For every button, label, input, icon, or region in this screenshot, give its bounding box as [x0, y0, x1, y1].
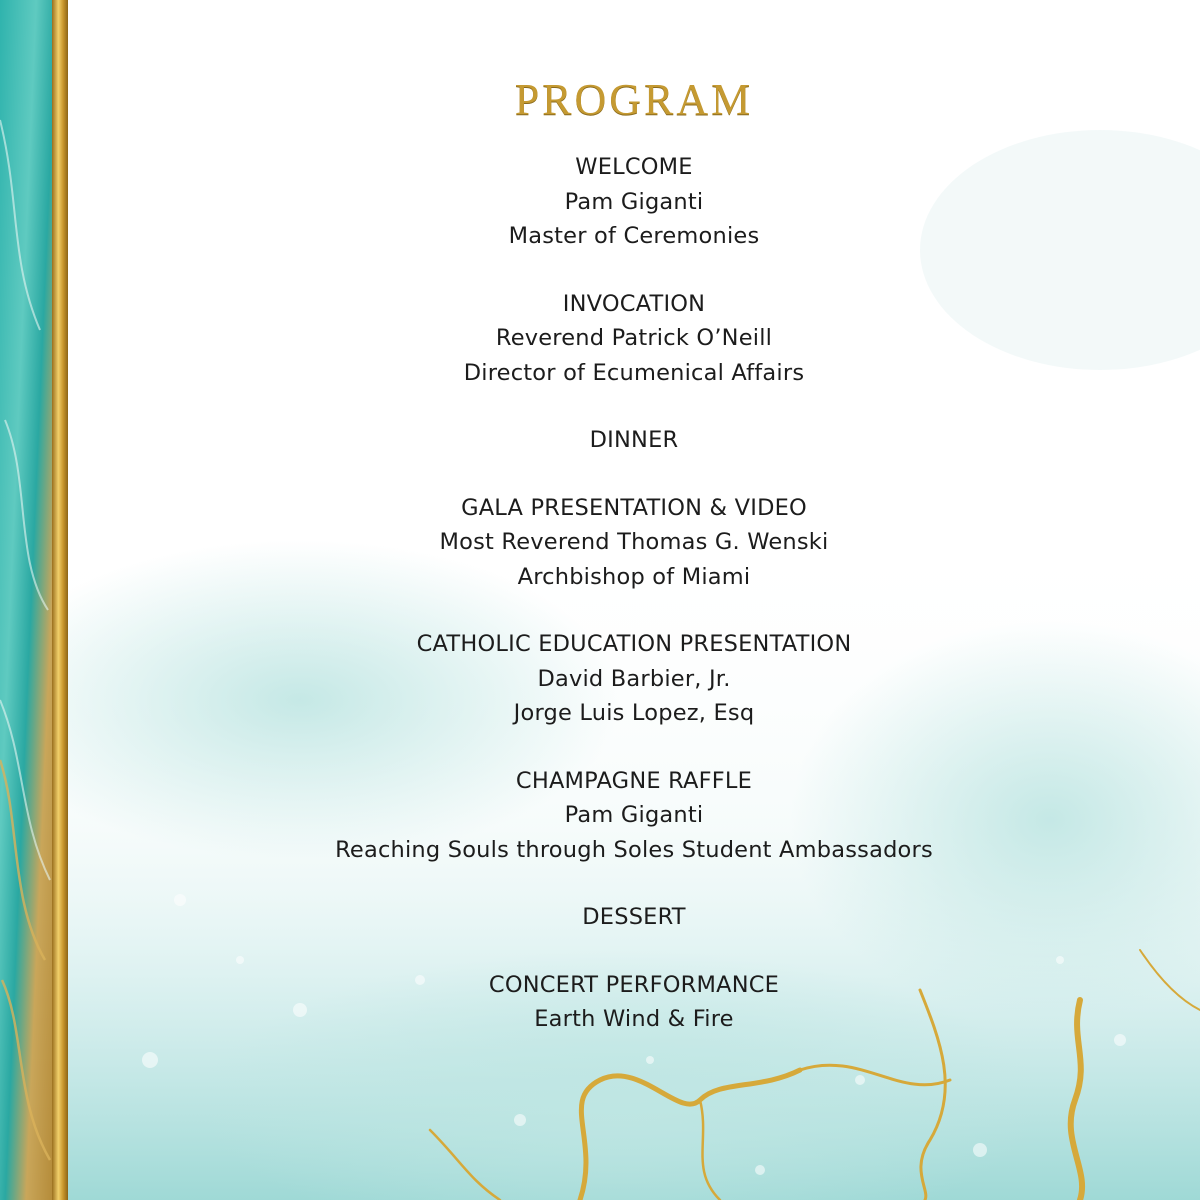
program-item-line: Archbishop of Miami — [517, 563, 751, 590]
program-item-line: Reverend Patrick O’Neill — [495, 325, 773, 351]
program-item-line: Earth Wind & Fire — [534, 1006, 734, 1032]
program-item-welcome — [68, 150, 1200, 254]
program-item-heading: WELCOME — [575, 154, 693, 180]
program-list — [68, 150, 1200, 1070]
program-item-line: David Barbier, Jr. — [537, 665, 731, 692]
program-item-line: Director of Ecumenical Affairs — [463, 359, 805, 386]
program-item-line: Pam Giganti — [564, 188, 704, 215]
program-item-line: Jorge Luis Lopez, Esq — [513, 700, 755, 726]
program-item-heading: GALA PRESENTATION & VIDEO — [461, 494, 807, 521]
program-item-dinner — [68, 423, 1200, 458]
program-item-heading: DINNER — [589, 427, 679, 453]
program-item-line: Reaching Souls through Soles Student Ambassadors — [335, 836, 933, 863]
program-item-heading: DESSERT — [582, 904, 686, 930]
program-item-heading: CHAMPAGNE RAFFLE — [515, 767, 753, 794]
program-item-line: Pam Giganti — [564, 802, 704, 828]
program-item-gala-presentation — [68, 491, 1200, 595]
program-item-line: Most Reverend Thomas G. Wenski — [439, 529, 829, 555]
program-item-champagne-raffle — [68, 764, 1200, 868]
program-item-concert — [68, 968, 1200, 1037]
program-item-heading: CONCERT PERFORMANCE — [488, 971, 780, 998]
page-title: PROGRAM — [514, 75, 754, 124]
program-item-heading: INVOCATION — [562, 290, 706, 317]
program-item-line: Master of Ceremonies — [508, 223, 760, 249]
program-item-catholic-education — [68, 627, 1200, 731]
program-item-invocation — [68, 287, 1200, 391]
program-item-heading: CATHOLIC EDUCATION PRESENTATION — [416, 631, 852, 657]
program-item-dessert — [68, 900, 1200, 935]
